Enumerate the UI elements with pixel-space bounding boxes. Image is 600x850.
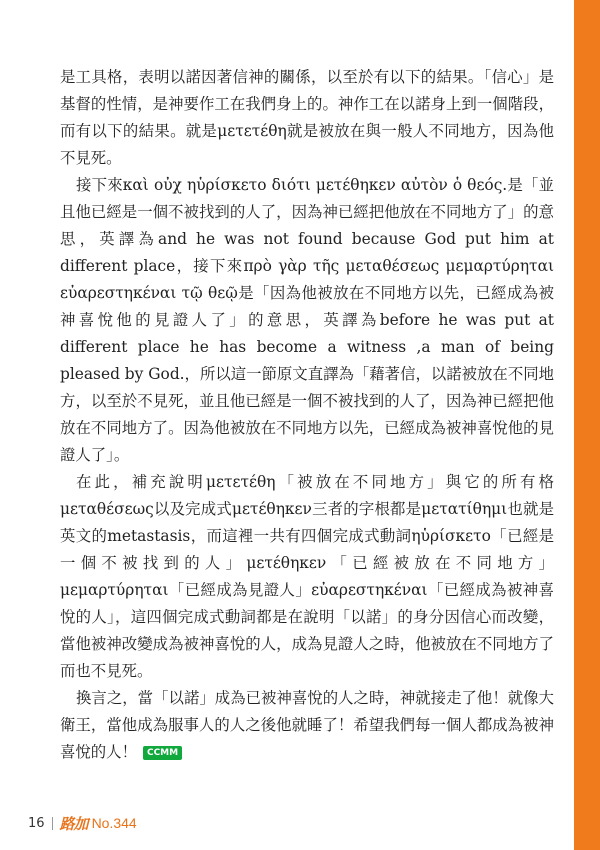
footer-divider — [52, 817, 53, 830]
page-footer — [28, 812, 137, 834]
page-number: 16 — [28, 815, 45, 831]
issue-number: No.344 — [91, 815, 137, 831]
paragraph-3: 在此，補充說明μετετέθη「被放在不同地方」與它的所有格μεταθέσεως以及完成式μετέθηκεν三者的字根都是μετατίθημι也就是英文的metastasis，而這裡一共有四個完成式動詞ηὑρίσκετο「已經是一個不被找到的人」μετέθηκεν「已經被放在不同地方」μεμαρτύρηται「已經成為見證人」εὐαρεστηκέναι「已經成為被神喜悅的人」，這四個完成式動詞都是在說明「以諾」的身分因信心而改變，當他被神改變成為被神喜悅的人，成為見證人之時，他被放在不同地方了而也不見死。 — [60, 473, 554, 680]
orange-side-bar — [574, 0, 600, 850]
paragraph-2: 接下來καὶ οὐχ ηὑρίσκετο διότι μετέθηκεν αὐτὸν ὁ θεός.是「並且他已經是一個不被找到的人了，因為神已經把他放在不同地方了」的意思，英譯為and he was not found because God put him at different place，接下來πρὸ γὰρ τῆς μεταθέσεως μεμαρτύρηται εὐαρεστηκέναι τῷ θεῷ是「因為他被放在不同地方以先，已經成為被神喜悅他的見證人了」的意思，英譯為before he was put at different place he has become a witness ,a man of being pleased by God.，所以這一節原文直譯為「藉著信，以諾被放在不同地方，以至於不見死，並且他已經是一個不被找到的人了，因為神已經把他放在不同地方了。因為他被放在不同地方以先，已經成為被神喜悅他的見證人了」。 — [60, 176, 554, 464]
paragraph-4 — [60, 685, 554, 766]
paragraph-1: 是工具格，表明以諾因著信神的關係，以至於有以下的結果。「信心」是基督的性情，是神要作工在我們身上的。神作工在以諾身上到一個階段，而有以下的結果。就是μετετέθη就是被放在與一般人不同地方，因為他不見死。 — [60, 68, 554, 167]
article-body — [60, 64, 554, 766]
paragraph-4-text: 換言之，當「以諾」成為已被神喜悅的人之時，神就接走了他！就像大衛王，當他成為服事人的人之後他就睡了！希望我們每一個人都成為被神喜悅的人！ — [60, 689, 554, 761]
ccmm-end-badge: CCMM — [143, 746, 182, 760]
magazine-logo: 路加 — [59, 814, 88, 833]
